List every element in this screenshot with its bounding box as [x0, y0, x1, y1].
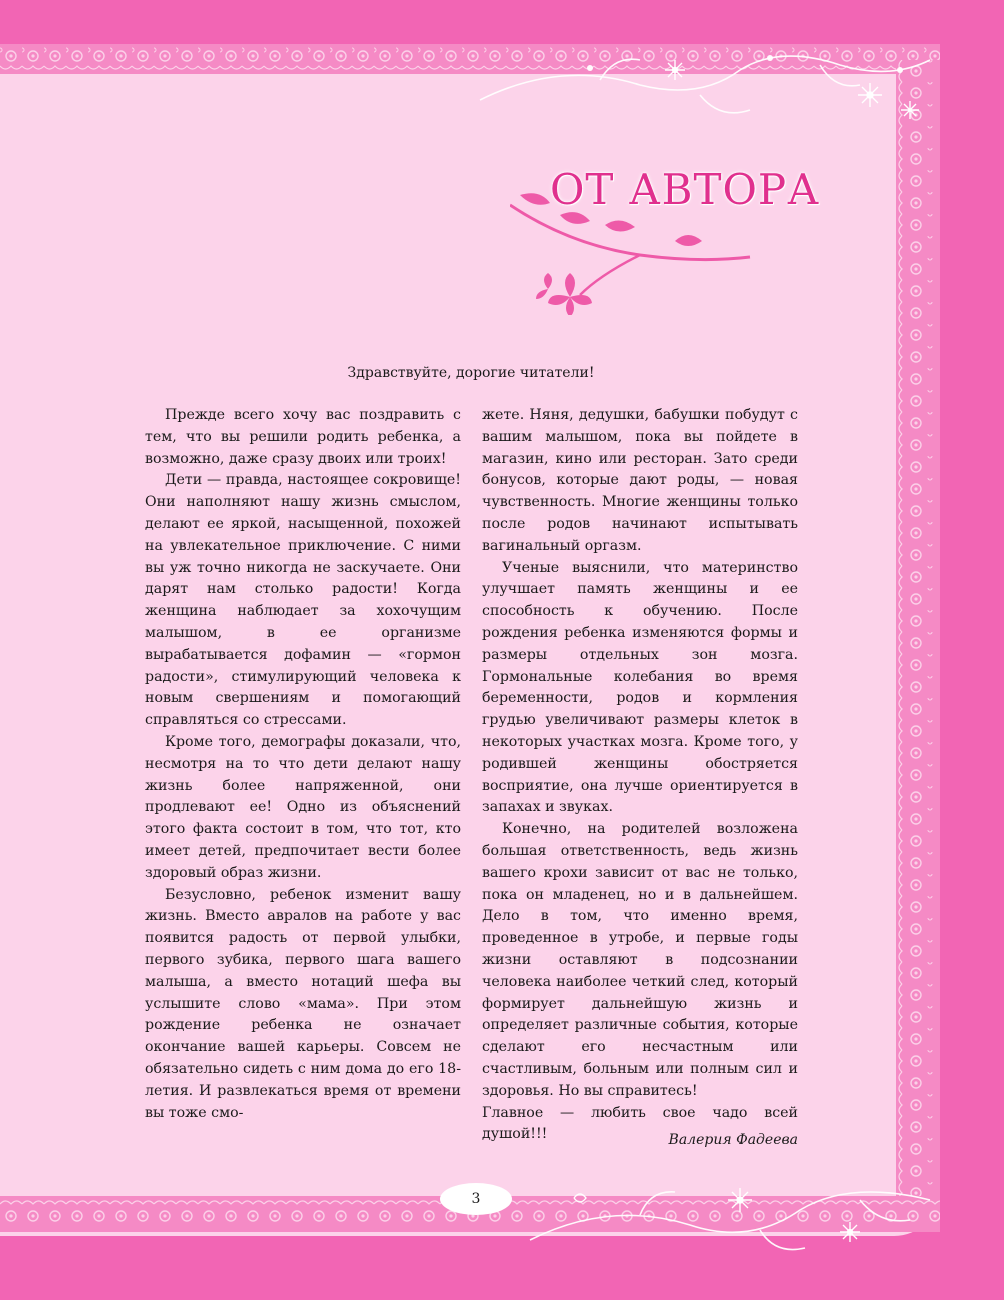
paragraph: Прежде всего хочу вас поздравить с тем, что вы решили родить ребенка, а возможно, даже сразу двоих или троих!	[145, 407, 461, 467]
paragraph: Ученые выяснили, что материнство улучшает память женщины и ее способность к обучению. После рождения ребенка изменяются формы и размеры отдельных зон мозга. Гормональные колебания во время беременности, родов и кормления грудью увеличивают размеры клеток в некоторых участках мозга. Кроме того, у родившей женщины обостряется восприятие, она лучше ориентируется в запахах и звуках.	[482, 559, 798, 816]
greeting-line: Здравствуйте, дорогие читатели!	[347, 365, 595, 381]
text-column-right	[482, 405, 798, 1146]
page-title: ОТ АВТОРА	[550, 165, 820, 214]
paragraph: Главное — любить свое чадо всей душой!!!	[482, 1104, 798, 1143]
title-block	[510, 165, 820, 315]
floral-ornament-bottom-icon	[520, 1170, 940, 1260]
text-column-left	[145, 405, 461, 1124]
paragraph: Безусловно, ребенок изменит вашу жизнь. Вместо авралов на работе у вас появится радость от первой улыбки, первого зубика, первого шага вашего малыша, а вместо нотаций шефа вы услышите слово «мама». При этом рождение ребенка не означает окончание вашей карьеры. Совсем не обязательно сидеть с ним дома до его 18-летия. И развлекаться время от времени вы тоже смо-	[145, 886, 461, 1121]
page-number: 3	[440, 1183, 512, 1215]
paragraph: Дети — правда, настоящее сокровище! Они наполняют нашу жизнь смыслом, делают ее яркой, насыщенной, похожей на увлекательное приключение. С ними вы уж точно никогда не заскучаете. Они дарят нам столько радости! Когда женщина наблюдает за хохочущим малышом, в ее организме вырабатывается дофамин — «гормон радости», стимулирующий человека к новым свершениям и помогающий справляться со стрессами.	[145, 472, 461, 729]
paragraph: Конечно, на родителей возложена большая ответственность, ведь жизнь вашего крохи зависит от вас не только, пока он младенец, но и в дальнейшем. Дело в том, что именно время, проведенное в утробе, и первые годы жизни оставляют в подсознании человека наиболее четкий след, который формирует дальнейшую жизнь и определяет различные события, которые сделают его несчастным или счастливым, больным или полным сил и здоровья. Но вы справитесь!	[482, 821, 798, 1099]
paragraph: жете. Няня, дедушки, бабушки побудут с вашим малышом, пока вы пойдете в магазин, кино или ресторан. Зато среди бонусов, которые дают роды, — новая чувственность. Многие женщины только после родов начинают испытывать вагинальный оргазм.	[482, 407, 798, 554]
paragraph: Кроме того, демографы доказали, что, несмотря на то что дети делают нашу жизнь более напряженной, они продлевают ее! Одно из объяснений этого факта состоит в том, что тот, кто имеет детей, предпочитает вести более здоровый образ жизни.	[145, 733, 461, 881]
author-signature: Валерия Фадеева	[668, 1132, 798, 1148]
floral-ornament-top-icon	[440, 40, 940, 130]
lace-border-right	[896, 60, 940, 1220]
